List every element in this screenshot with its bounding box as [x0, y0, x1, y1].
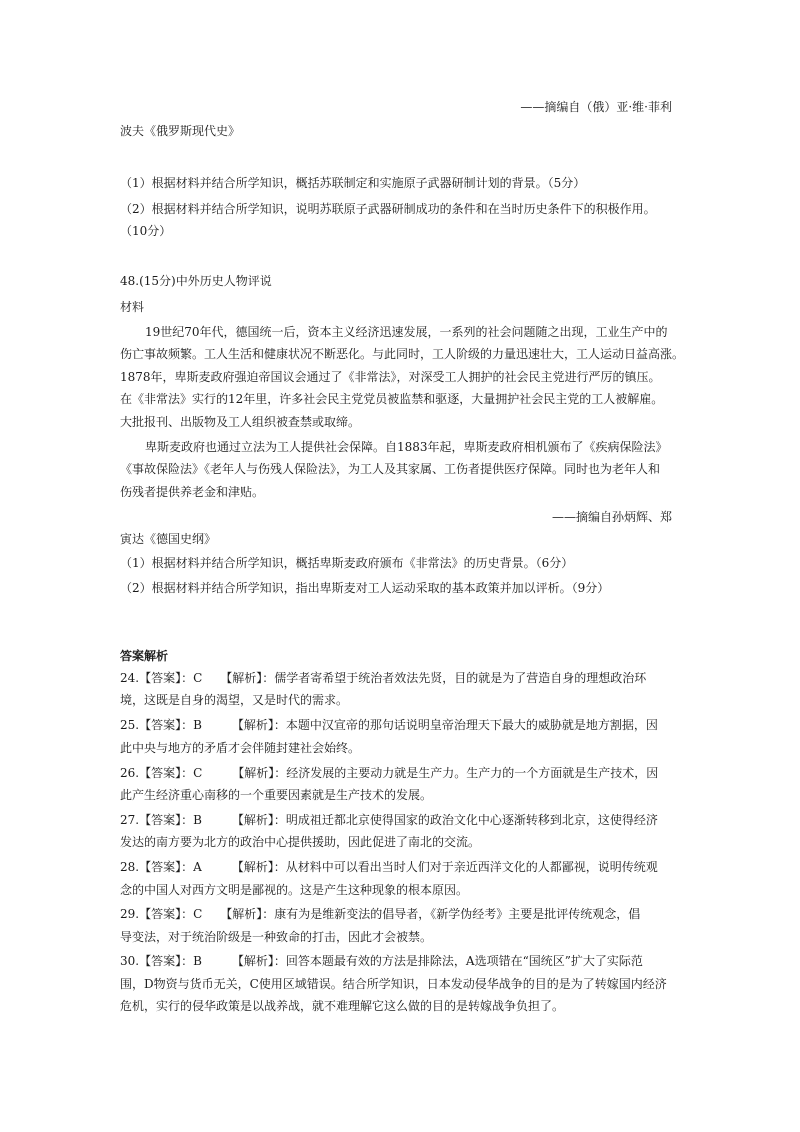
- source-citation-line: ——摘编自孙炳辉、郑: [551, 510, 672, 524]
- answer-line: 24.【答案】：C 【解析】：儒学者寄希望于统治者效法先贤，目的就是为了营造自身的理想政治环: [120, 671, 647, 685]
- material-paragraph-line: 大批报刊、出版物及工人组织被查禁或取缔。: [120, 415, 361, 429]
- source-citation-line: ——摘编自（俄）亚·维·菲利: [520, 100, 672, 114]
- question-48-2: （2）根据材料并结合所学知识，指出卑斯麦对工人运动采取的基本政策并加以评析。（9分）: [120, 581, 610, 595]
- answer-line: 30.【答案】：B 【解析】：回答本题最有效的方法是排除法，A选项错在“国统区”扩大了实际范: [120, 954, 643, 968]
- question-48-heading: 48.(15分)中外历史人物评说: [120, 274, 272, 288]
- answer-line: 28.【答案】：A 【解析】：从材料中可以看出当时人们对于亲近西洋文化的人都鄙视，说明传统观: [120, 860, 658, 874]
- answers-heading: 答案解析: [120, 649, 169, 663]
- answer-line: 围，D物资与货币无关，C使用区域错误。结合所学知识，日本发动侵华战争的目的是为了转嫁国内经济: [120, 977, 667, 991]
- answer-line: 27.【答案】：B 【解析】：明成祖迁都北京使得国家的政治文化中心逐渐转移到北京，这使得经济: [120, 813, 658, 827]
- answer-line: 26.【答案】：C 【解析】：经济发展的主要动力就是生产力。生产力的一个方面就是生产技术，因: [120, 766, 659, 780]
- material-paragraph-line: 19世纪70年代，德国统一后，资本主义经济迅速发展，一系列的社会问题随之出现，工业生产中的: [145, 325, 668, 339]
- material-paragraph-line: 在《非常法》实行的12年里，许多社会民主党党员被监禁和驱逐，大量拥护社会民主党的工人被解雇。: [120, 392, 664, 406]
- source-citation-line: 寅达《德国史纲》: [120, 532, 217, 546]
- material-paragraph-line: 伤亡事故频繁。工人生活和健康状况不断恶化。与此同时，工人阶级的力量迅速壮大，工人运动日益高涨。: [120, 347, 685, 361]
- question-47-2-score: （10分）: [120, 224, 172, 238]
- answer-line: 29.【答案】：C 【解析】：康有为是维新变法的倡导者，《新学伪经考》主要是批评传统观念，倡: [120, 907, 641, 921]
- material-paragraph-line: 《事故保险法》《老年人与伤残人保险法》，为工人及其家属、工伤者提供医疗保障。同时也为老年人和: [120, 462, 661, 476]
- answer-line: 境，这既是自身的渴望，又是时代的需求。: [120, 693, 349, 707]
- material-paragraph-line: 卑斯麦政府也通过立法为工人提供社会保障。自1883年起，卑斯麦政府相机颁布了《疾病保险法》: [145, 440, 668, 454]
- answer-line: 此中央与地方的矛盾才会伴随封建社会始终。: [120, 741, 361, 755]
- question-47-2: （2）根据材料并结合所学知识，说明苏联原子武器研制成功的条件和在当时历史条件下的积极作用。: [120, 202, 656, 216]
- source-citation-line: 波夫《俄罗斯现代史》: [120, 124, 241, 138]
- answer-line: 导变法，对于统治阶级是一种致命的打击，因此才会被禁。: [120, 930, 433, 944]
- answer-line: 发达的南方要为北方的政治中心提供援助，因此促进了南北的交流。: [120, 835, 481, 849]
- material-paragraph-line: 伤残者提供养老金和津贴。: [120, 485, 265, 499]
- answer-line: 25.【答案】：B 【解析】：本题中汉宣帝的那句话说明皇帝治理天下最大的威胁就是地方割据，因: [120, 718, 658, 732]
- answer-line: 危机，实行的侵华政策是以战养战，就不难理解它这么做的目的是转嫁战争负担了。: [120, 999, 565, 1013]
- answer-line: 此产生经济重心南移的一个重要因素就是生产技术的发展。: [120, 788, 433, 802]
- material-label: 材料: [120, 300, 145, 314]
- material-paragraph-line: 1878年，卑斯麦政府强迫帝国议会通过了《非常法》，对深受工人拥护的社会民主党进行严厉的镇压。: [120, 370, 661, 384]
- question-48-1: （1）根据材料并结合所学知识，概括卑斯麦政府颁布《非常法》的历史背景。（6分）: [120, 556, 574, 570]
- answer-line: 念的中国人对西方文明是鄙视的。这是产生这种现象的根本原因。: [120, 883, 469, 897]
- question-47-1: （1）根据材料并结合所学知识，概括苏联制定和实施原子武器研制计划的背景。（5分）: [120, 176, 586, 190]
